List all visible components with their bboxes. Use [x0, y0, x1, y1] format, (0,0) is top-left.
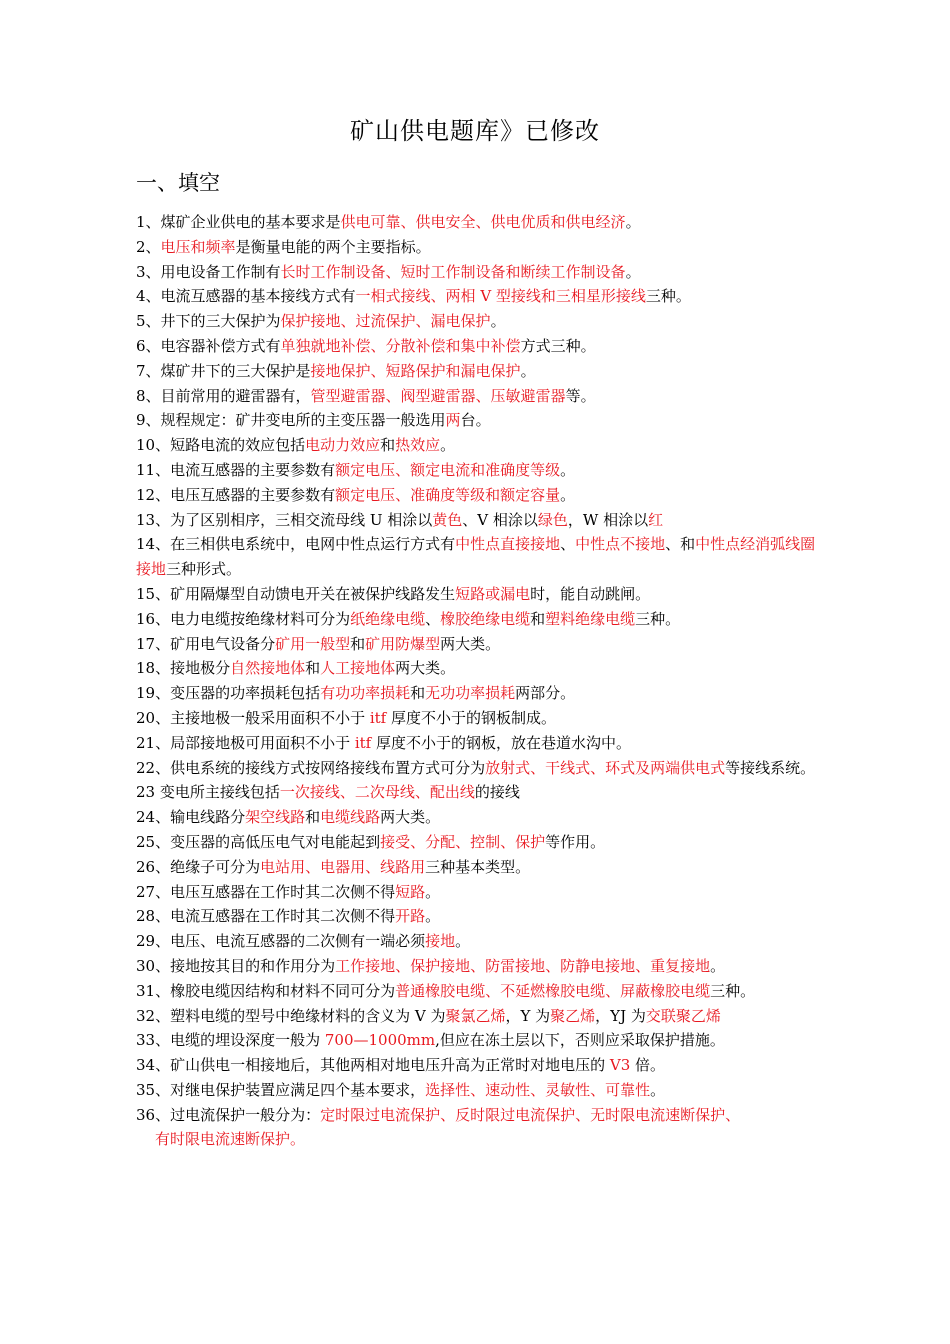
question-text: 12、电压互感器的主要参数有	[136, 485, 336, 504]
fill-in-questions-list	[136, 210, 816, 1152]
question-text: 6、电容器补偿方式有	[136, 336, 281, 355]
answer-text: 矿用防爆型	[365, 634, 441, 653]
question-text: 8、目前常用的避雷器有，	[136, 386, 311, 405]
question-text: 三种。	[635, 609, 681, 628]
question-text: 台。	[460, 411, 491, 430]
question-item	[136, 979, 816, 1004]
question-item	[136, 309, 816, 334]
question-text: 和	[305, 659, 321, 678]
answer-text: 一相式接线、两相 V 型接线和三相星形接线	[355, 287, 646, 306]
answer-text: 架空线路	[245, 808, 306, 827]
question-item	[136, 433, 816, 458]
answer-text: 电动力效应	[305, 436, 381, 455]
question-text: 、	[425, 609, 441, 628]
question-text: 。	[650, 1080, 666, 1099]
answer-text: itf	[354, 733, 372, 752]
answer-text: 接受、分配、控制、保护	[380, 832, 546, 851]
answer-text: 额定电压、准确度等级和额定容量	[335, 485, 561, 504]
question-text: 方式三种。	[520, 336, 596, 355]
question-text: 25、变压器的高低压电气对电能起到	[136, 832, 381, 851]
question-text: 三种基本类型。	[425, 857, 531, 876]
answer-text: 热效应	[395, 436, 441, 455]
answer-text: 矿用一般型	[275, 634, 351, 653]
question-text: 9、规程规定：矿井变电所的主变压器一般选用	[136, 411, 446, 430]
answer-text: 短路或漏电	[455, 584, 531, 603]
question-item	[136, 1078, 816, 1103]
question-text: 三种。	[645, 287, 691, 306]
question-text: 24、输电线路分	[136, 808, 246, 827]
question-item	[136, 508, 816, 533]
question-item	[136, 384, 816, 409]
answer-text: 选择性、速动性、灵敏性、可靠性	[425, 1080, 651, 1099]
answer-text: 长时工作制设备、短时工作制设备和断续工作制设备	[280, 262, 626, 281]
question-text: 两大类。	[440, 634, 501, 653]
question-item	[136, 1004, 816, 1029]
question-item	[136, 681, 816, 706]
answer-text: 管型避雷器、阀型避雷器、压敏避雷器	[310, 386, 566, 405]
answer-text: 供电可靠、供电安全、供电优质和供电经济	[340, 213, 626, 231]
question-text: 33、电缆的埋设深度一般为	[136, 1031, 325, 1050]
answer-text: 有功功率损耗	[320, 684, 411, 703]
question-text: 。	[625, 262, 641, 281]
answer-text: 黄色	[432, 510, 463, 529]
question-text: 、和	[665, 535, 696, 554]
question-text: 三种。	[710, 981, 756, 1000]
question-text: 。	[425, 907, 441, 926]
question-text: 。	[440, 436, 456, 455]
answer-text: 普通橡胶电缆、不延燃橡胶电缆、屏蔽橡胶电缆	[395, 981, 711, 1000]
answer-text: 绿色	[537, 510, 568, 529]
answer-text: 接地	[425, 932, 456, 951]
question-text: 23 变电所主接线包括	[136, 783, 280, 802]
question-text: 。	[425, 882, 441, 901]
question-text: ,但应在冻土层以下，否则应采取保护措施。	[435, 1031, 725, 1050]
answer-text: 自然接地体	[230, 659, 306, 678]
question-item	[136, 756, 816, 781]
question-text: 15、矿用隔爆型自动馈电开关在被保护线路发生	[136, 584, 456, 603]
question-text: 。	[560, 460, 576, 479]
page-title: 矿山供电题库》已修改	[350, 117, 600, 145]
question-text: 和	[305, 808, 321, 827]
question-text: 两部分。	[515, 684, 576, 703]
question-text: 28、电流互感器在工作时其二次侧不得	[136, 907, 396, 926]
answer-text: 放射式、干线式、环式及两端供电式	[485, 758, 726, 777]
question-text: 26、绝缘子可分为	[136, 857, 261, 876]
question-text: 19、变压器的功率损耗包括	[136, 684, 321, 703]
question-text: 13、为了区别相序，三相交流母线 U 相涂以	[136, 510, 433, 529]
question-text: 11、电流互感器的主要参数有	[136, 460, 336, 479]
question-text: 两大类。	[395, 659, 456, 678]
question-text: 10、短路电流的效应包括	[136, 436, 306, 455]
answer-text: 交联聚乙烯	[645, 1006, 721, 1025]
question-text: 3、用电设备工作制有	[136, 262, 281, 281]
question-text: 14、在三相供电系统中，电网中性点运行方式有	[136, 535, 456, 554]
answer-text: 纸绝缘电缆	[350, 609, 426, 628]
question-text: 1、煤矿企业供电的基本要求是	[136, 213, 341, 231]
question-item	[136, 830, 816, 855]
question-item	[136, 929, 816, 954]
question-text: 20、主接地极一般采用面积不小于	[136, 708, 370, 727]
question-text: ，YJ 为	[595, 1006, 646, 1025]
question-text: 和	[410, 684, 426, 703]
question-text: 和	[350, 634, 366, 653]
continuation-line	[136, 1127, 816, 1152]
question-item	[136, 359, 816, 384]
question-text: 。	[455, 932, 471, 951]
question-text: 27、电压互感器在工作时其二次侧不得	[136, 882, 396, 901]
question-text: 2、	[136, 237, 161, 256]
answer-text: 电缆线路	[320, 808, 381, 827]
question-text: 等接线系统。	[725, 758, 816, 777]
answer-text: 单独就地补偿、分散补偿和集中补偿	[280, 336, 521, 355]
question-item	[136, 706, 816, 731]
question-text: 等作用。	[545, 832, 606, 851]
answer-text: 开路	[395, 907, 426, 926]
question-text: 两大类。	[380, 808, 441, 827]
answer-text: 电压和频率	[160, 237, 236, 256]
question-item	[136, 210, 816, 235]
question-text: 17、矿用电气设备分	[136, 634, 276, 653]
question-text: 时，能自动跳闸。	[530, 584, 651, 603]
question-text: 和	[380, 436, 396, 455]
question-item	[136, 582, 816, 607]
question-text: 30、接地按其目的和作用分为	[136, 956, 336, 975]
answer-text: itf	[369, 708, 387, 727]
question-text: 等。	[565, 386, 596, 405]
answer-text: 短路	[395, 882, 426, 901]
answer-text: 工作接地、保护接地、防雷接地、防静电接地、重复接地	[335, 956, 711, 975]
question-text: 、V 相涂以	[462, 510, 538, 529]
question-item	[136, 1053, 816, 1078]
answer-text: 700—1000mm	[324, 1031, 436, 1050]
question-text: 36、过电流保护一般分为：	[136, 1105, 321, 1124]
question-text: 。	[490, 312, 506, 331]
answer-text: 两	[445, 411, 461, 430]
question-text: 5、井下的三大保护为	[136, 312, 281, 331]
question-text: ，W 相涂以	[567, 510, 649, 529]
question-item	[136, 632, 816, 657]
question-item	[136, 334, 816, 359]
answer-text: 有时限电流速断保护。	[155, 1130, 306, 1149]
question-item	[136, 1028, 816, 1053]
question-text: 。	[560, 485, 576, 504]
answer-text: 一次接线、二次母线、配出线	[279, 783, 475, 802]
question-text: 22、供电系统的接线方式按网络接线布置方式可分为	[136, 758, 486, 777]
question-text: 厚度不小于的钢板制成。	[386, 708, 557, 727]
question-text: 32、塑料电缆的型号中绝缘材料的含义为 V 为	[136, 1006, 446, 1025]
question-text: 18、接地极分	[136, 659, 231, 678]
question-text: ，Y 为	[505, 1006, 551, 1025]
question-item	[136, 656, 816, 681]
answer-text: 中性点经消弧线圈接地	[136, 535, 816, 579]
question-item	[136, 805, 816, 830]
answer-text: 聚乙烯	[550, 1006, 596, 1025]
question-text: 4、电流互感器的基本接线方式有	[136, 287, 356, 306]
answer-text: V3	[609, 1056, 631, 1075]
question-item	[136, 855, 816, 880]
answer-text: 中性点直接接地	[455, 535, 561, 554]
question-text: 34、矿山供电一相接地后，其他两相对地电压升高为正常时对地电压的	[136, 1056, 610, 1075]
question-text: 厚度不小于的钢板，放在巷道水沟中。	[371, 733, 632, 752]
question-text: 和	[530, 609, 546, 628]
question-item	[136, 483, 816, 508]
question-text: 三种形式。	[166, 560, 242, 579]
answer-text: 红	[648, 510, 664, 529]
question-item	[136, 408, 816, 433]
question-text: 29、电压、电流互感器的二次侧有一端必须	[136, 932, 426, 951]
question-text: 16、电力电缆按绝缘材料可分为	[136, 609, 351, 628]
answer-text: 无功功率损耗	[425, 684, 516, 703]
answer-text: 接地保护、短路保护和漏电保护	[310, 361, 521, 380]
question-text: 的接线	[474, 783, 520, 802]
question-text: 35、对继电保护装置应满足四个基本要求，	[136, 1080, 426, 1099]
question-item	[136, 1103, 816, 1153]
question-item	[136, 731, 816, 756]
question-text: 。	[625, 213, 641, 231]
question-text: 倍。	[630, 1056, 666, 1075]
question-item	[136, 458, 816, 483]
answer-text: 电站用、电器用、线路用	[260, 857, 426, 876]
answer-text: 中性点不接地	[575, 535, 666, 554]
question-item	[136, 904, 816, 929]
answer-text: 定时限过电流保护、反时限过电流保护、无时限电流速断保护、	[320, 1105, 741, 1124]
answer-text: 保护接地、过流保护、漏电保护	[280, 312, 491, 331]
answer-text: 橡胶绝缘电缆	[440, 609, 531, 628]
question-item	[136, 235, 816, 260]
section-heading: 一、填空	[136, 171, 220, 195]
question-item	[136, 532, 816, 582]
question-text: 、	[560, 535, 576, 554]
question-text: 是衡量电能的两个主要指标。	[235, 237, 431, 256]
question-text: 。	[710, 956, 726, 975]
answer-text: 人工接地体	[320, 659, 396, 678]
answer-text: 塑料绝缘电缆	[545, 609, 636, 628]
question-item	[136, 880, 816, 905]
answer-text: 额定电压、额定电流和准确度等级	[335, 460, 561, 479]
question-text: 31、橡胶电缆因结构和材料不同可分为	[136, 981, 396, 1000]
question-item	[136, 260, 816, 285]
question-item	[136, 954, 816, 979]
question-text: 。	[520, 361, 536, 380]
answer-text: 聚氯乙烯	[445, 1006, 506, 1025]
question-item	[136, 780, 816, 805]
question-text: 21、局部接地极可用面积不小于	[136, 733, 355, 752]
question-item	[136, 607, 816, 632]
question-text: 7、煤矿井下的三大保护是	[136, 361, 311, 380]
question-item	[136, 284, 816, 309]
